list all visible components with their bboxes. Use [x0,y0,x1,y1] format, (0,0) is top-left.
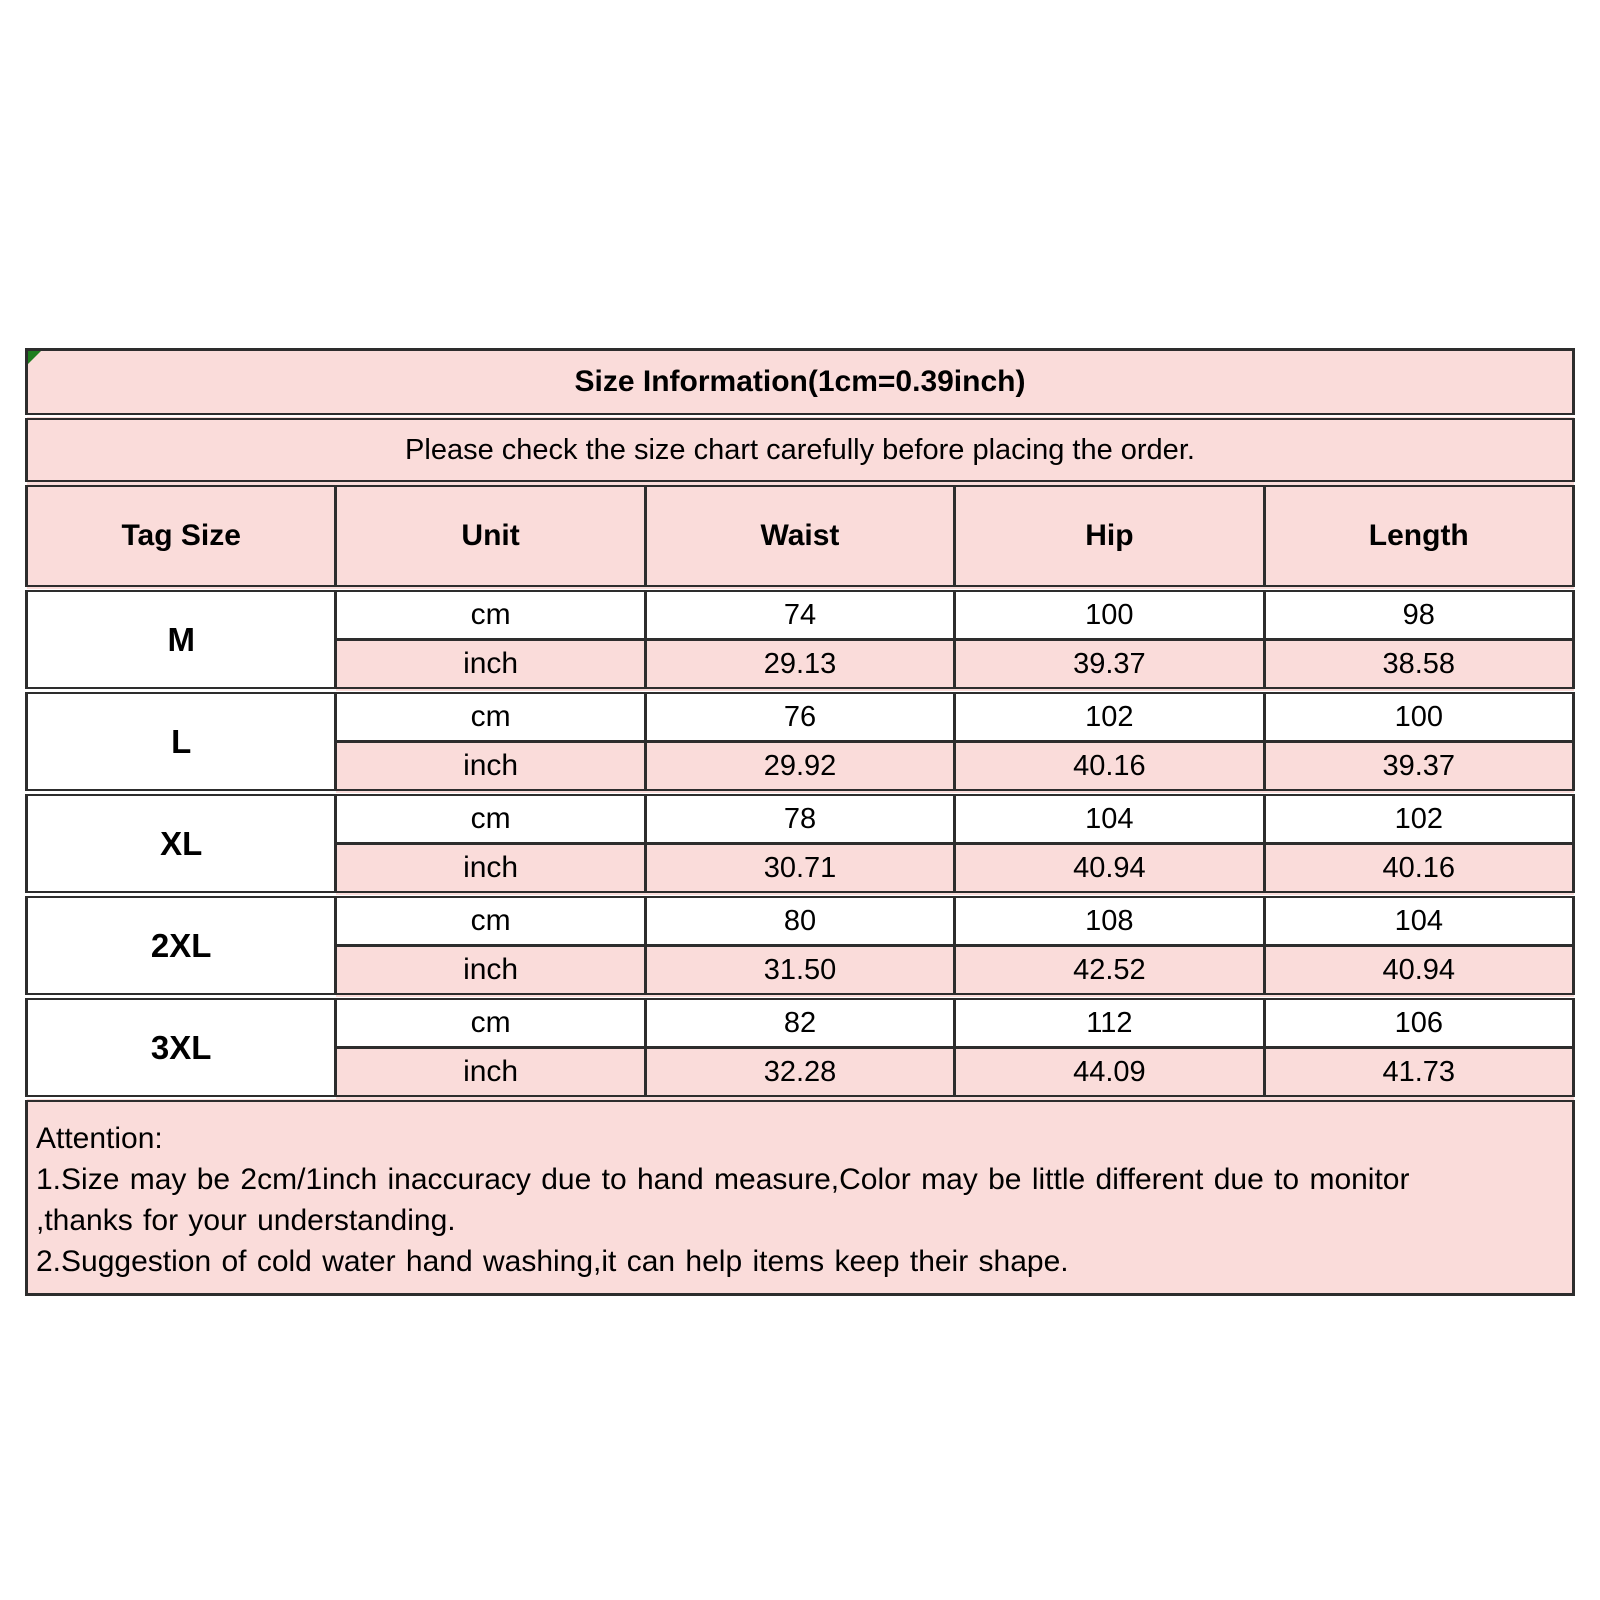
title-row [27,350,1574,417]
tag-size-label-m: M [27,589,336,691]
length-inch-value-2xl: 40.94 [1264,946,1573,997]
length-cm-value-3xl: 106 [1264,997,1573,1048]
waist-cm-value-3xl: 82 [645,997,954,1048]
unit-label-cm: cm [336,793,645,844]
tag-size-label-3xl: 3XL [27,997,336,1099]
length-cm-value-l: 100 [1264,691,1573,742]
unit-label-inch: inch [336,844,645,895]
length-cm-value-xl: 102 [1264,793,1573,844]
tag-size-label-xl: XL [27,793,336,895]
subtitle-row [27,417,1574,484]
attention-heading: Attention: [36,1122,163,1155]
size-xl-cm-row [27,793,1574,844]
attention-note-1: 1.Size may be 2cm/1inch inaccuracy due to hand measure,Color may be little different due to monitor [36,1163,1410,1196]
column-header-tag-size: Tag Size [27,484,336,589]
column-header-length: Length [1264,484,1573,589]
waist-cm-value-2xl: 80 [645,895,954,946]
attention-note-1-cont: ,thanks for your understanding. [36,1204,456,1237]
hip-inch-value-xl: 40.94 [955,844,1264,895]
table-title: Size Information(1cm=0.39inch) [574,365,1026,398]
hip-inch-value-m: 39.37 [955,640,1264,691]
column-header-hip: Hip [955,484,1264,589]
length-inch-value-3xl: 41.73 [1264,1048,1573,1099]
size-chart-table [25,348,1575,1296]
column-header-waist: Waist [645,484,954,589]
size-m-cm-row [27,589,1574,640]
hip-inch-value-2xl: 42.52 [955,946,1264,997]
waist-inch-value-3xl: 32.28 [645,1048,954,1099]
size-3xl-cm-row [27,997,1574,1048]
table-subtitle: Please check the size chart carefully before placing the order. [405,433,1195,466]
size-l-cm-row [27,691,1574,742]
unit-label-cm: cm [336,997,645,1048]
hip-cm-value-l: 102 [955,691,1264,742]
length-inch-value-m: 38.58 [1264,640,1573,691]
length-cm-value-2xl: 104 [1264,895,1573,946]
length-cm-value-m: 98 [1264,589,1573,640]
unit-label-cm: cm [336,895,645,946]
waist-cm-value-m: 74 [645,589,954,640]
green-corner-triangle-icon [28,351,41,364]
waist-inch-value-m: 29.13 [645,640,954,691]
table-subtitle-cell [27,417,1574,484]
tag-size-label-2xl: 2XL [27,895,336,997]
length-inch-value-xl: 40.16 [1264,844,1573,895]
hip-cm-value-xl: 104 [955,793,1264,844]
unit-label-inch: inch [336,640,645,691]
tag-size-label-l: L [27,691,336,793]
unit-label-inch: inch [336,1048,645,1099]
waist-inch-value-2xl: 31.50 [645,946,954,997]
size-2xl-cm-row [27,895,1574,946]
table-title-cell [27,350,1574,417]
hip-cm-value-m: 100 [955,589,1264,640]
hip-inch-value-l: 40.16 [955,742,1264,793]
column-header-unit: Unit [336,484,645,589]
waist-inch-value-xl: 30.71 [645,844,954,895]
unit-label-cm: cm [336,589,645,640]
hip-inch-value-3xl: 44.09 [955,1048,1264,1099]
waist-cm-value-xl: 78 [645,793,954,844]
attention-cell [27,1099,1574,1295]
unit-label-cm: cm [336,691,645,742]
waist-cm-value-l: 76 [645,691,954,742]
unit-label-inch: inch [336,946,645,997]
attention-row [27,1099,1574,1295]
unit-label-inch: inch [336,742,645,793]
waist-inch-value-l: 29.92 [645,742,954,793]
attention-note-2: 2.Suggestion of cold water hand washing,it can help items keep their shape. [36,1245,1069,1278]
hip-cm-value-3xl: 112 [955,997,1264,1048]
hip-cm-value-2xl: 108 [955,895,1264,946]
column-header-row [27,484,1574,589]
length-inch-value-l: 39.37 [1264,742,1573,793]
